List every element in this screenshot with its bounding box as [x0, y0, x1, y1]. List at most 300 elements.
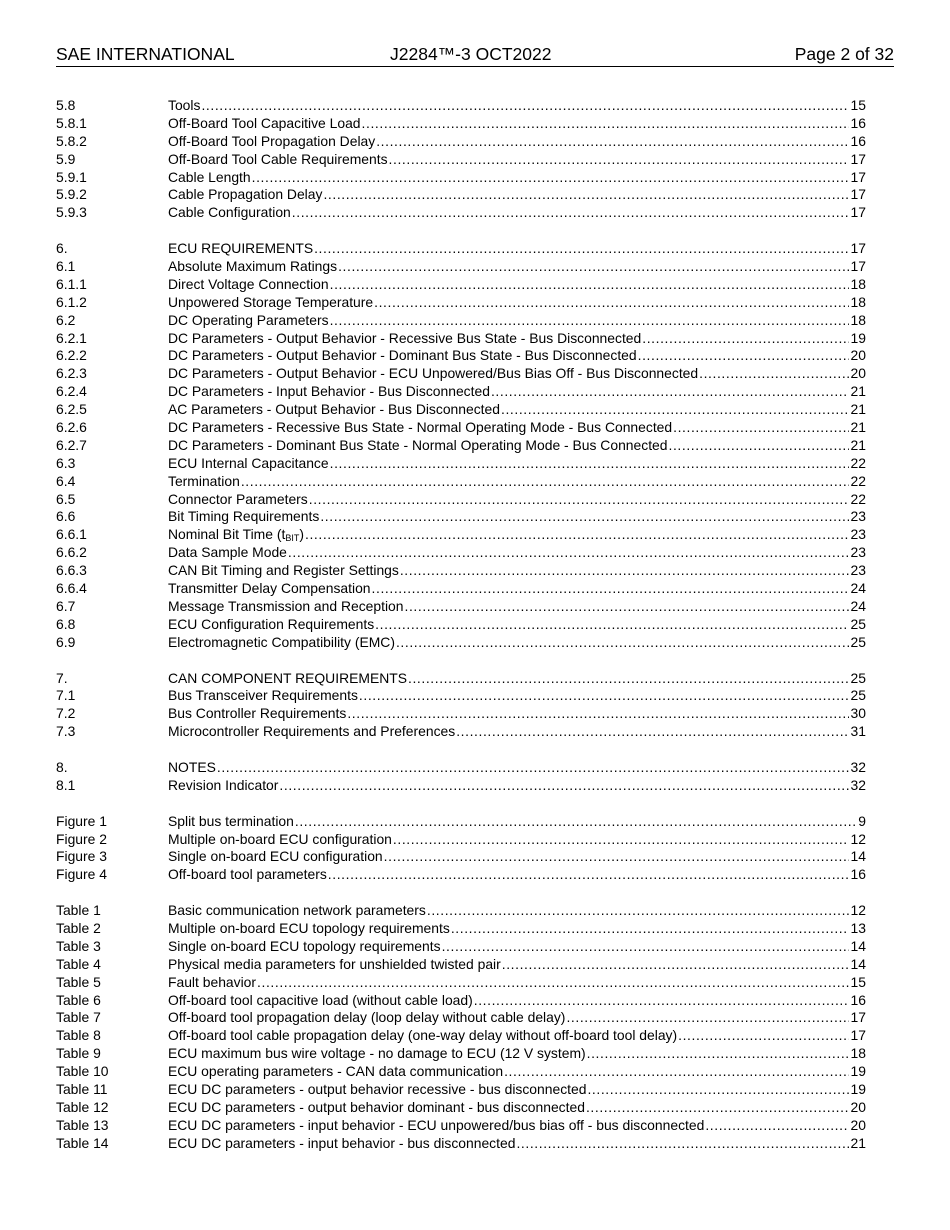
- toc-entry-page: 15: [850, 973, 866, 990]
- toc-entry-title[interactable]: [168, 1081, 587, 1099]
- dot-leader: [427, 902, 849, 920]
- toc-entry-title[interactable]: [168, 526, 305, 544]
- toc-entry-page: 31: [850, 723, 866, 740]
- toc-entry-title[interactable]: [168, 133, 376, 151]
- toc-entry-title[interactable]: [168, 97, 201, 115]
- toc-entry-line: [168, 580, 866, 598]
- dot-leader: [257, 974, 849, 992]
- toc-entry-title-text: Data Sample Mode: [168, 544, 287, 561]
- toc-entry-title[interactable]: [168, 169, 252, 187]
- toc-entry-title-text: Off-board tool parameters: [168, 866, 327, 883]
- toc-entry-line: [168, 491, 866, 509]
- toc-entry[interactable]: [56, 723, 866, 741]
- header-page-number: Page 2 of 32: [794, 44, 894, 64]
- toc-entry-page: 20: [850, 347, 866, 364]
- toc-entry[interactable]: [56, 992, 866, 1010]
- toc-entry[interactable]: [56, 1009, 866, 1027]
- toc-entry-page: 22: [850, 490, 866, 507]
- dot-leader: [279, 777, 848, 795]
- toc-entry-title-text: ECU operating parameters - CAN data communication: [168, 1063, 504, 1080]
- toc-entry-number: Table 4: [56, 955, 101, 972]
- toc-entry-title-text: Microcontroller Requirements and Preferences: [168, 723, 456, 740]
- toc-entry-title[interactable]: [168, 330, 642, 348]
- toc-entry-number: 6.3: [56, 454, 76, 471]
- toc-entry-number: 6.1: [56, 258, 76, 275]
- toc-entry[interactable]: [56, 902, 866, 920]
- toc-entry-title[interactable]: [168, 831, 393, 849]
- toc-entry[interactable]: [56, 312, 866, 330]
- toc-entry-title[interactable]: [168, 634, 396, 652]
- toc-entry[interactable]: [56, 1081, 866, 1099]
- toc-entry-line: [168, 813, 866, 831]
- toc-entry[interactable]: [56, 133, 866, 151]
- toc-entry-page: 25: [850, 633, 866, 650]
- toc-entry[interactable]: [56, 956, 866, 974]
- toc-entry[interactable]: [56, 634, 866, 652]
- toc-entry-title[interactable]: [168, 616, 375, 634]
- toc-entry-number: Figure 3: [56, 848, 107, 865]
- toc-entry-number: Table 13: [56, 1116, 109, 1133]
- toc-entry-number: Table 2: [56, 919, 101, 936]
- toc-entry-title[interactable]: [168, 1135, 516, 1153]
- toc-entry[interactable]: [56, 938, 866, 956]
- dot-leader: [292, 204, 849, 222]
- dot-leader: [201, 97, 848, 115]
- toc-entry-line: [168, 97, 866, 115]
- toc-entry-line: [168, 1063, 866, 1081]
- toc-entry[interactable]: [56, 240, 866, 258]
- toc-entry[interactable]: [56, 347, 866, 365]
- toc-entry[interactable]: [56, 670, 866, 688]
- toc-entry-title[interactable]: [168, 1063, 504, 1081]
- toc-entry[interactable]: [56, 97, 866, 115]
- toc-entry[interactable]: [56, 491, 866, 509]
- toc-entry[interactable]: [56, 365, 866, 383]
- toc-entry[interactable]: [56, 1063, 866, 1081]
- toc-entry-page: 12: [850, 830, 866, 847]
- page-header: [56, 44, 894, 67]
- toc-entry-title-text: Multiple on-board ECU topology requirements: [168, 919, 450, 936]
- toc-entry-number: Table 10: [56, 1063, 109, 1080]
- toc-entry-line: [168, 992, 866, 1010]
- toc-entry[interactable]: [56, 383, 866, 401]
- toc-entry-line: [168, 848, 866, 866]
- toc-entry-page: 21: [850, 436, 866, 453]
- toc-entry-title[interactable]: [168, 276, 330, 294]
- dot-leader: [375, 616, 848, 634]
- toc-entry-title-text: Bus Transceiver Requirements: [168, 687, 358, 704]
- dot-leader: [323, 186, 848, 204]
- toc-entry-page: 21: [850, 383, 866, 400]
- toc-entry-page: 20: [850, 365, 866, 382]
- toc-entry-number: 7.1: [56, 687, 76, 704]
- toc-entry[interactable]: [56, 705, 866, 723]
- toc-entry-title-text: Off-board tool cable propagation delay (one-way delay without off-board tool delay): [168, 1027, 678, 1044]
- toc-entry[interactable]: [56, 580, 866, 598]
- toc-entry-title[interactable]: [168, 473, 241, 491]
- toc-entry-title-text: DC Operating Parameters: [168, 311, 329, 328]
- toc-entry-line: [168, 312, 866, 330]
- toc-entry-title-text: Message Transmission and Reception: [168, 597, 404, 614]
- toc-entry-title-text: DC Parameters - Dominant Bus State - Normal Operating Mode - Bus Connected: [168, 436, 668, 453]
- table-of-contents: [56, 97, 866, 1170]
- toc-entry-title-text: Tools: [168, 97, 201, 113]
- toc-entry-title[interactable]: [168, 705, 347, 723]
- toc-entry-page: 13: [850, 919, 866, 936]
- toc-entry-title-text: Cable Length: [168, 168, 251, 185]
- toc-entry-line: [168, 365, 866, 383]
- toc-entry-title[interactable]: [168, 1099, 586, 1117]
- dot-leader: [359, 687, 849, 705]
- toc-entry-line: [168, 133, 866, 151]
- toc-entry-page: 16: [850, 991, 866, 1008]
- toc-entry-line: [168, 1099, 866, 1117]
- toc-entry-title-text: ECU DC parameters - output behavior recessive - bus disconnected: [168, 1080, 587, 1097]
- toc-entry[interactable]: [56, 204, 866, 222]
- toc-entry-number: 6.6.3: [56, 562, 87, 579]
- toc-entry-title[interactable]: [168, 670, 408, 688]
- toc-entry[interactable]: [56, 1045, 866, 1063]
- toc-entry-number: Table 12: [56, 1098, 109, 1115]
- toc-entry-title[interactable]: [168, 491, 309, 509]
- toc-group: [56, 97, 866, 222]
- toc-entry-number: 6.2.4: [56, 383, 87, 400]
- toc-entry-page: 22: [850, 454, 866, 471]
- toc-entry-page: 24: [850, 580, 866, 597]
- toc-entry[interactable]: [56, 866, 866, 884]
- dot-leader: [501, 401, 849, 419]
- toc-entry-title-text: Termination: [168, 472, 240, 489]
- toc-entry-title-text: NOTES: [168, 758, 216, 775]
- dot-leader: [374, 294, 848, 312]
- toc-entry-line: [168, 687, 866, 705]
- toc-entry-page: 23: [850, 562, 866, 579]
- toc-entry-line: [168, 1135, 866, 1153]
- dot-leader: [328, 866, 849, 884]
- toc-entry-line: [168, 723, 866, 741]
- toc-entry-title-text: Fault behavior: [168, 973, 257, 990]
- toc-entry-page: 21: [850, 1134, 866, 1151]
- toc-entry-title-text: ECU maximum bus wire voltage - no damage to ECU (12 V system): [168, 1045, 586, 1062]
- toc-entry-number: 7.3: [56, 723, 76, 740]
- toc-entry-title-text: Bus Controller Requirements: [168, 705, 347, 722]
- dot-leader: [442, 938, 849, 956]
- toc-entry-title[interactable]: [168, 723, 456, 741]
- toc-group: [56, 759, 866, 795]
- toc-entry-page: 17: [850, 168, 866, 185]
- toc-entry-title-text: ECU DC parameters - input behavior - bus disconnected: [168, 1134, 516, 1151]
- toc-entry-line: [168, 634, 866, 652]
- toc-entry-title[interactable]: [168, 920, 451, 938]
- toc-entry-title-text: Single on-board ECU configuration: [168, 848, 383, 865]
- toc-entry-line: [168, 616, 866, 634]
- toc-entry-number: Table 5: [56, 973, 101, 990]
- toc-entry-line: [168, 526, 866, 544]
- toc-group: [56, 240, 866, 651]
- toc-entry-line: [168, 473, 866, 491]
- toc-entry-title[interactable]: [168, 258, 338, 276]
- toc-entry-title-text: CAN Bit Timing and Register Settings: [168, 562, 399, 579]
- toc-entry-title[interactable]: [168, 151, 389, 169]
- toc-entry-title-text: Off-board tool propagation delay (loop delay without cable delay): [168, 1009, 566, 1026]
- toc-entry-title[interactable]: [168, 759, 217, 777]
- dot-leader: [347, 705, 848, 723]
- toc-entry[interactable]: [56, 759, 866, 777]
- toc-entry-line: [168, 115, 866, 133]
- dot-leader: [305, 526, 849, 544]
- toc-entry[interactable]: [56, 831, 866, 849]
- dot-leader: [288, 544, 849, 562]
- toc-entry-title[interactable]: [168, 437, 669, 455]
- toc-entry[interactable]: [56, 1027, 866, 1045]
- toc-entry-title-text: Split bus termination: [168, 812, 294, 829]
- toc-entry[interactable]: [56, 598, 866, 616]
- toc-entry-page: 32: [850, 776, 866, 793]
- dot-leader: [504, 1063, 848, 1081]
- header-document-id: J2284™-3 OCT2022: [390, 44, 552, 64]
- toc-entry-title[interactable]: [168, 974, 257, 992]
- toc-entry-page: 20: [850, 1116, 866, 1133]
- toc-entry[interactable]: [56, 419, 866, 437]
- dot-leader: [699, 365, 848, 383]
- toc-group: [56, 813, 866, 885]
- toc-entry[interactable]: [56, 276, 866, 294]
- toc-entry-page: 17: [850, 1027, 866, 1044]
- toc-entry-title[interactable]: [168, 598, 405, 616]
- dot-leader: [587, 1045, 849, 1063]
- toc-entry-title[interactable]: [168, 777, 279, 795]
- toc-entry[interactable]: [56, 813, 866, 831]
- toc-entry-line: [168, 974, 866, 992]
- toc-entry-title[interactable]: [168, 544, 288, 562]
- toc-entry-number: 6.9: [56, 633, 76, 650]
- dot-leader: [295, 813, 856, 831]
- toc-entry-line: [168, 670, 866, 688]
- toc-entry-number: 6.6.2: [56, 544, 87, 561]
- toc-entry-title[interactable]: [168, 956, 502, 974]
- toc-entry[interactable]: [56, 848, 866, 866]
- toc-entry[interactable]: [56, 920, 866, 938]
- toc-entry[interactable]: [56, 401, 866, 419]
- dot-leader: [474, 992, 849, 1010]
- toc-entry-number: 5.9.2: [56, 186, 87, 203]
- dot-leader: [330, 312, 849, 330]
- toc-entry-title-suffix: ): [299, 526, 304, 543]
- toc-entry-line: [168, 956, 866, 974]
- toc-entry-line: [168, 419, 866, 437]
- toc-entry-title-text: Bit Timing Requirements: [168, 508, 320, 525]
- toc-entry-line: [168, 437, 866, 455]
- toc-entry-title[interactable]: [168, 294, 374, 312]
- toc-entry[interactable]: [56, 508, 866, 526]
- toc-group: [56, 902, 866, 1152]
- toc-entry-number: Table 9: [56, 1045, 101, 1062]
- toc-entry-number: 8.: [56, 758, 68, 775]
- toc-entry-number: 6.1.1: [56, 275, 87, 292]
- toc-entry[interactable]: [56, 526, 866, 544]
- toc-entry[interactable]: [56, 294, 866, 312]
- toc-entry[interactable]: [56, 437, 866, 455]
- toc-entry[interactable]: [56, 473, 866, 491]
- toc-entry-page: 17: [850, 258, 866, 275]
- toc-entry-page: 19: [850, 329, 866, 346]
- toc-entry-line: [168, 401, 866, 419]
- toc-entry-title[interactable]: [168, 938, 442, 956]
- toc-entry-line: [168, 347, 866, 365]
- toc-entry-number: Figure 2: [56, 830, 107, 847]
- toc-entry-number: 6.6.1: [56, 526, 87, 543]
- toc-entry-title[interactable]: [168, 562, 400, 580]
- toc-entry[interactable]: [56, 616, 866, 634]
- toc-entry-title[interactable]: [168, 204, 292, 222]
- toc-entry-title[interactable]: [168, 992, 474, 1010]
- toc-entry-title-text: DC Parameters - Input Behavior - Bus Disconnected: [168, 383, 490, 400]
- toc-entry-title[interactable]: [168, 1027, 678, 1045]
- toc-entry-title[interactable]: [168, 455, 330, 473]
- dot-leader: [491, 383, 849, 401]
- toc-entry-title-subscript: BIT: [285, 533, 300, 544]
- toc-entry-title[interactable]: [168, 383, 491, 401]
- toc-entry[interactable]: [56, 974, 866, 992]
- toc-entry-title-text: Physical media parameters for unshielded twisted pair: [168, 955, 501, 972]
- toc-entry-page: 15: [850, 97, 866, 113]
- toc-entry[interactable]: [56, 115, 866, 133]
- toc-entry-page: 17: [850, 240, 866, 257]
- toc-entry-title[interactable]: [168, 813, 295, 831]
- toc-entry-number: 8.1: [56, 776, 76, 793]
- toc-entry-title-text: ECU Internal Capacitance: [168, 454, 329, 471]
- toc-entry-title[interactable]: [168, 365, 699, 383]
- toc-entry[interactable]: [56, 169, 866, 187]
- toc-entry-line: [168, 455, 866, 473]
- toc-entry-title[interactable]: [168, 186, 323, 204]
- toc-entry-title-text: Transmitter Delay Compensation: [168, 580, 371, 597]
- toc-entry-number: Table 11: [56, 1080, 108, 1097]
- toc-entry[interactable]: [56, 562, 866, 580]
- toc-entry-number: 6.6: [56, 508, 76, 525]
- toc-entry-page: 25: [850, 687, 866, 704]
- toc-entry-line: [168, 866, 866, 884]
- dot-leader: [669, 437, 849, 455]
- toc-entry-page: 32: [850, 758, 866, 775]
- toc-entry-number: 7.: [56, 669, 68, 686]
- toc-entry-line: [168, 1009, 866, 1027]
- toc-entry-line: [168, 705, 866, 723]
- toc-entry[interactable]: [56, 1135, 866, 1153]
- toc-entry-line: [168, 169, 866, 187]
- toc-entry-title[interactable]: [168, 866, 328, 884]
- toc-entry-title[interactable]: [168, 1117, 705, 1135]
- toc-entry-title[interactable]: [168, 1045, 587, 1063]
- toc-entry[interactable]: [56, 186, 866, 204]
- toc-entry[interactable]: [56, 777, 866, 795]
- dot-leader: [400, 562, 849, 580]
- toc-entry-title[interactable]: [168, 419, 673, 437]
- toc-entry-number: 5.9: [56, 150, 76, 167]
- toc-entry-line: [168, 294, 866, 312]
- toc-entry-line: [168, 1081, 866, 1099]
- toc-entry-number: Figure 4: [56, 866, 107, 883]
- dot-leader: [372, 580, 849, 598]
- dot-leader: [408, 670, 849, 688]
- toc-entry-page: 16: [850, 132, 866, 149]
- toc-entry-title-text: DC Parameters - Recessive Bus State - Normal Operating Mode - Bus Connected: [168, 419, 673, 436]
- toc-entry-page: 18: [850, 1045, 866, 1062]
- toc-entry-line: [168, 1045, 866, 1063]
- toc-entry-page: 25: [850, 615, 866, 632]
- toc-entry-page: 17: [850, 1009, 866, 1026]
- toc-entry-page: 16: [850, 866, 866, 883]
- toc-entry-title[interactable]: [168, 848, 384, 866]
- toc-entry-title-text: Basic communication network parameters: [168, 902, 426, 919]
- toc-entry-title-text: Cable Propagation Delay: [168, 186, 323, 203]
- toc-entry-title-text: CAN COMPONENT REQUIREMENTS: [168, 669, 407, 686]
- toc-entry-title-text: DC Parameters - Output Behavior - Dominant Bus State - Bus Disconnected: [168, 347, 637, 364]
- toc-entry-number: 5.9.3: [56, 204, 87, 221]
- toc-entry-page: 17: [850, 204, 866, 221]
- toc-entry-page: 12: [850, 902, 866, 919]
- toc-entry-title-text: ECU Configuration Requirements: [168, 615, 375, 632]
- toc-entry-title[interactable]: [168, 312, 330, 330]
- toc-entry-title[interactable]: [168, 687, 359, 705]
- toc-entry-title-text: Off-board tool capacitive load (without cable load): [168, 991, 473, 1008]
- toc-entry-title[interactable]: [168, 508, 320, 526]
- toc-entry-title[interactable]: [168, 1009, 566, 1027]
- toc-entry-page: 21: [850, 401, 866, 418]
- toc-entry[interactable]: [56, 544, 866, 562]
- toc-entry-title[interactable]: [168, 240, 314, 258]
- toc-entry-number: 6.5: [56, 490, 76, 507]
- toc-entry-line: [168, 240, 866, 258]
- toc-entry[interactable]: [56, 330, 866, 348]
- toc-entry[interactable]: [56, 151, 866, 169]
- toc-entry-page: 19: [850, 1063, 866, 1080]
- toc-entry-line: [168, 383, 866, 401]
- toc-entry-page: 30: [850, 705, 866, 722]
- toc-entry-title-text: Single on-board ECU topology requirements: [168, 937, 441, 954]
- toc-entry-title-text: Nominal Bit Time (t: [168, 526, 286, 543]
- toc-entry-line: [168, 330, 866, 348]
- toc-entry-number: 6.2.6: [56, 419, 87, 436]
- dot-leader: [396, 634, 849, 652]
- toc-entry-line: [168, 276, 866, 294]
- toc-entry-line: [168, 598, 866, 616]
- dot-leader: [384, 848, 849, 866]
- toc-entry-number: 5.8.1: [56, 114, 87, 131]
- toc-entry-page: 17: [850, 150, 866, 167]
- toc-entry-number: Table 8: [56, 1027, 101, 1044]
- toc-entry[interactable]: [56, 455, 866, 473]
- toc-entry-number: 6.2: [56, 311, 76, 328]
- toc-entry[interactable]: [56, 1099, 866, 1117]
- toc-entry-page: 14: [850, 848, 866, 865]
- toc-entry-page: 18: [850, 293, 866, 310]
- dot-leader: [586, 1099, 849, 1117]
- toc-entry[interactable]: [56, 258, 866, 276]
- toc-entry-title[interactable]: [168, 347, 638, 365]
- toc-entry-number: Table 3: [56, 937, 101, 954]
- toc-entry-number: 6.2.5: [56, 401, 87, 418]
- dot-leader: [405, 598, 849, 616]
- toc-entry-title[interactable]: [168, 115, 362, 133]
- toc-entry[interactable]: [56, 1117, 866, 1135]
- toc-entry-title[interactable]: [168, 401, 501, 419]
- toc-entry-title[interactable]: [168, 580, 372, 598]
- toc-entry-title[interactable]: [168, 902, 427, 920]
- toc-entry-page: 14: [850, 955, 866, 972]
- toc-entry[interactable]: [56, 687, 866, 705]
- toc-entry-title-text: Off-Board Tool Cable Requirements: [168, 150, 388, 167]
